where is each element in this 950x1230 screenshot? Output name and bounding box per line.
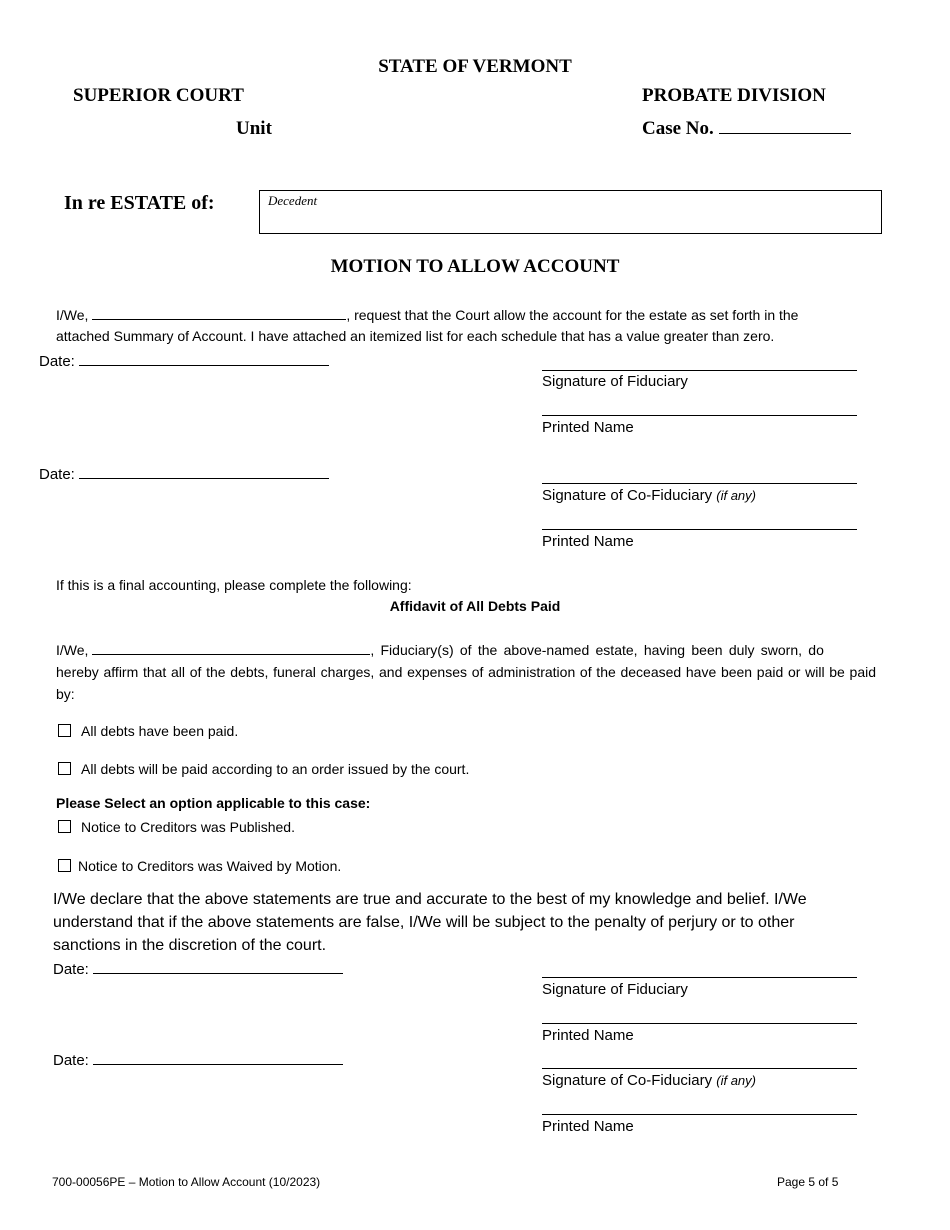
date-label: Date: [53, 1052, 89, 1069]
case-number [642, 118, 851, 140]
option-published[interactable] [58, 819, 295, 835]
date-field-3[interactable] [93, 959, 343, 974]
date-label: Date: [53, 961, 89, 978]
checkbox-court-order[interactable] [58, 762, 71, 775]
affidavit-iwe: I/We, [56, 642, 89, 658]
printed-name-label-1: Printed Name [542, 419, 634, 436]
printed-name-label-3: Printed Name [542, 1027, 634, 1044]
printed-name-line-3[interactable] [542, 1023, 857, 1024]
printed-name-label-4: Printed Name [542, 1118, 634, 1135]
court-name: SUPERIOR COURT [73, 85, 244, 106]
printed-name-line-2[interactable] [542, 529, 857, 530]
affidavit-line-1 [56, 640, 876, 658]
signature-cofiduciary-label-1 [542, 487, 756, 504]
date-row-3 [53, 959, 343, 978]
motion-line-1 [56, 305, 798, 323]
form-id: 700-00056PE – Motion to Allow Account (10/2023) [52, 1175, 321, 1189]
date-field-1[interactable] [79, 351, 329, 366]
motion-text: , request that the Court allow the account for the estate as set forth in the [346, 307, 799, 323]
motion-iwe: I/We, [56, 307, 89, 323]
affidavit-text: , Fiduciary(s) of the above-named estate, having been duly sworn, do [370, 642, 824, 658]
printed-name-line-1[interactable] [542, 415, 857, 416]
signature-fiduciary-label-1: Signature of Fiduciary [542, 373, 688, 390]
if-any-text: (if any) [716, 1073, 756, 1088]
date-row-4 [53, 1050, 343, 1069]
checkbox-published[interactable] [58, 820, 71, 833]
option-waived[interactable] [58, 858, 341, 874]
form-title: MOTION TO ALLOW ACCOUNT [330, 256, 620, 277]
printed-name-line-4[interactable] [542, 1114, 857, 1115]
signature-line-cofiduciary-1[interactable] [542, 483, 857, 484]
affidavit-title: Affidavit of All Debts Paid [389, 598, 561, 614]
signature-line-cofiduciary-2[interactable] [542, 1068, 857, 1069]
final-accounting-note: If this is a final accounting, please complete the following: [56, 577, 412, 593]
option-waived-label: Notice to Creditors was Waived by Motion. [78, 858, 342, 874]
case-number-label: Case No. [642, 118, 714, 139]
signature-cofiduciary-label-2 [542, 1072, 756, 1089]
decedent-field[interactable] [259, 190, 882, 234]
checkbox-all-paid[interactable] [58, 724, 71, 737]
unit-label: Unit [236, 118, 272, 139]
declaration-text: I/We declare that the above statements are true and accurate to the best of my knowledge and belief. I/We understand that if the above statements are false, I/We will be subject to the penalty of perjury or to other sanctions in the discretion of the court. [53, 891, 807, 954]
if-any-text: (if any) [716, 488, 756, 503]
cofiduciary-text: Signature of Co-Fiduciary [542, 1072, 713, 1089]
estate-label: In re ESTATE of: [64, 192, 215, 214]
option-published-label: Notice to Creditors was Published. [81, 819, 295, 835]
select-option-label: Please Select an option applicable to this case: [56, 795, 371, 811]
signature-fiduciary-label-2: Signature of Fiduciary [542, 981, 688, 998]
date-row-1 [39, 351, 329, 370]
fiduciary-name-field[interactable] [92, 305, 346, 320]
option-all-paid-label: All debts have been paid. [81, 723, 239, 739]
date-label: Date: [39, 353, 75, 370]
affidavit-body: hereby affirm that all of the debts, funeral charges, and expenses of administration of the deceased have been paid or will be paid by: [56, 664, 876, 702]
option-court-order-label: All debts will be paid according to an order issued by the court. [81, 761, 470, 777]
option-all-paid[interactable] [58, 723, 238, 739]
signature-line-fiduciary-1[interactable] [542, 370, 857, 371]
state-title: STATE OF VERMONT [378, 56, 572, 77]
division-name: PROBATE DIVISION [642, 85, 826, 106]
date-label: Date: [39, 466, 75, 483]
cofiduciary-text: Signature of Co-Fiduciary [542, 487, 713, 504]
case-number-field[interactable] [719, 119, 851, 134]
date-row-2 [39, 464, 329, 483]
checkbox-waived[interactable] [58, 859, 71, 872]
affidavit-fiduciary-field[interactable] [92, 640, 370, 655]
option-court-order[interactable] [58, 761, 469, 777]
date-field-4[interactable] [93, 1050, 343, 1065]
signature-line-fiduciary-2[interactable] [542, 977, 857, 978]
date-field-2[interactable] [79, 464, 329, 479]
printed-name-label-2: Printed Name [542, 533, 634, 550]
motion-line-2: attached Summary of Account. I have attached an itemized list for each schedule that has a value greater than zero. [56, 328, 775, 344]
page-number: Page 5 of 5 [777, 1175, 839, 1189]
decedent-label: Decedent [268, 193, 318, 208]
